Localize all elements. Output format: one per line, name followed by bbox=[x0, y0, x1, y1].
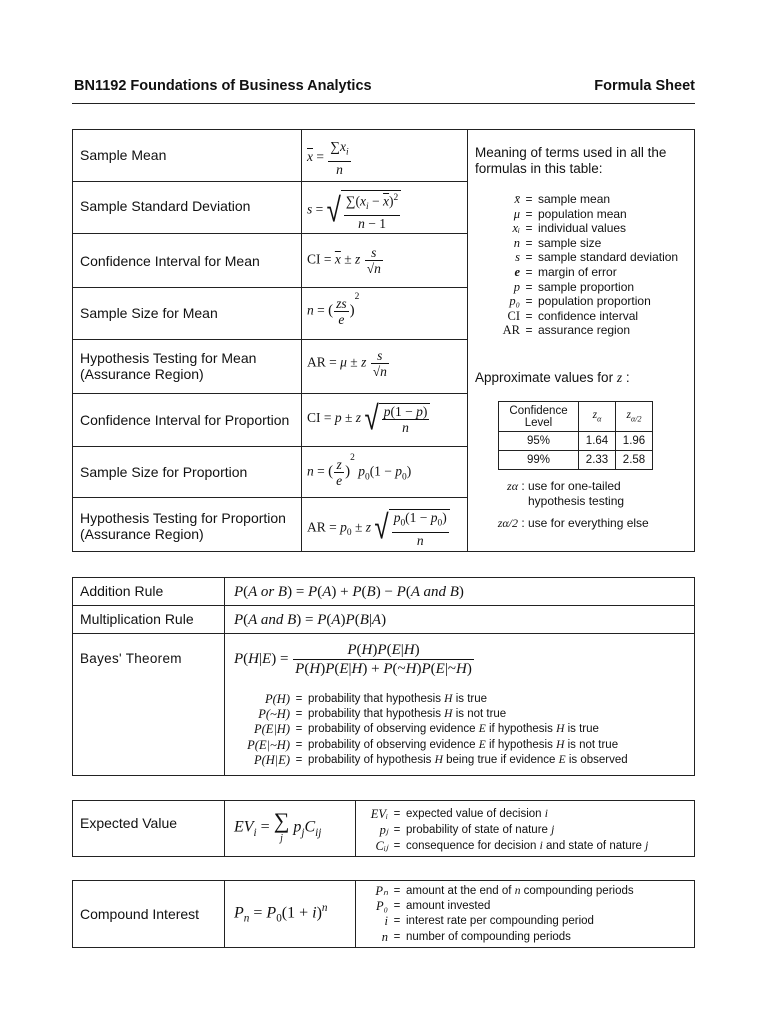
term-symbol: P(E|H) bbox=[253, 722, 290, 737]
term-meaning: sample mean bbox=[538, 192, 611, 206]
row-line bbox=[72, 497, 468, 498]
table-row bbox=[499, 402, 653, 432]
ci-mean-label: Confidence Interval for Mean bbox=[80, 253, 260, 269]
term-meaning: sample standard deviation bbox=[538, 250, 679, 265]
term-symbol: xᵢ bbox=[512, 221, 520, 236]
term-symbol: x̄ bbox=[514, 192, 520, 206]
ht-proportion-formula: AR = $p_0 \pm z$ √ $\frac{p_0(1 - p_0)}{n}$ bbox=[307, 509, 450, 548]
term-row: n = number of compounding periods bbox=[358, 930, 634, 945]
term-row: P(E|H) = probability of observing evidence E if hypothesis H is true bbox=[228, 722, 628, 737]
ht-proportion-label-line2: (Assurance Region) bbox=[80, 526, 204, 542]
table-cell: 99% bbox=[499, 451, 579, 470]
row-line bbox=[72, 393, 468, 394]
term-row: pⱼ = probability of state of nature j bbox=[358, 822, 648, 838]
term-meaning: number of compounding periods bbox=[406, 930, 571, 943]
row-line bbox=[72, 633, 695, 634]
term-meaning: interest rate per compounding period bbox=[406, 915, 594, 928]
ci-terms-legend bbox=[358, 884, 634, 945]
term-symbol: P(E|~H) bbox=[247, 737, 290, 752]
term-row: EVᵢ = expected value of decision i bbox=[358, 806, 648, 822]
page-title: BN1192 Foundations of Business Analytics bbox=[74, 78, 372, 94]
table-header-cell: $z_\alpha$ bbox=[579, 402, 616, 432]
term-symbol: pⱼ bbox=[379, 823, 388, 837]
ev-terms-legend bbox=[358, 806, 648, 854]
table-cell: 2.33 bbox=[579, 451, 616, 470]
term-symbol: n bbox=[513, 235, 520, 250]
term-meaning: assurance region bbox=[538, 323, 631, 338]
sample-size-proportion-label: Sample Size for Proportion bbox=[80, 464, 248, 480]
expected-value-formula: $EV_i$ = ∑ j $p_jC_{ij}$ bbox=[234, 808, 322, 844]
bayes-terms-legend bbox=[228, 692, 628, 768]
term-row: AR = assurance region bbox=[472, 323, 678, 338]
row-line bbox=[72, 446, 468, 447]
confidence-table bbox=[498, 401, 653, 470]
sample-size-mean-label: Sample Size for Mean bbox=[80, 305, 218, 321]
term-row: p₀ = population proportion bbox=[472, 294, 678, 309]
ci-proportion-formula: CI = p ± z √ $\frac{p(1 - p)}{n}$ bbox=[307, 403, 430, 435]
row-line bbox=[72, 181, 468, 182]
term-symbol: e bbox=[514, 264, 520, 279]
table-row bbox=[499, 451, 653, 470]
ci-mean-formula: CI = $\overline{x} \pm z$ $\frac{s}{√n}$ bbox=[307, 245, 381, 276]
ht-mean-formula: AR = μ ± z $\frac{s}{√n}$ bbox=[307, 348, 387, 379]
term-row: i = interest rate per compounding period bbox=[358, 914, 634, 929]
meaning-title-line2: formulas in this table: bbox=[475, 161, 603, 176]
sample-sd-label: Sample Standard Deviation bbox=[80, 198, 251, 214]
term-symbol: CI bbox=[507, 308, 520, 323]
bayes-formula: P(H|E) = $\frac{P(H)P(E|H)}{P(H)P(E|H) + P(\sim H)P(E|\sim H)}$ bbox=[234, 642, 472, 677]
term-row: P(H) = probability that hypothesis H is true bbox=[228, 692, 628, 707]
sample-size-proportion-formula: n = ( $\frac{z}{e}$ )$^2$ $p_0(1 - p_0)$ bbox=[307, 453, 412, 488]
term-row: CI = confidence interval bbox=[472, 309, 678, 324]
sheet-title: Formula Sheet bbox=[594, 78, 695, 94]
table1-divider bbox=[301, 129, 302, 552]
term-symbol: p₀ bbox=[509, 294, 520, 309]
term-meaning: sample proportion bbox=[538, 279, 635, 294]
term-row: μ = population mean bbox=[472, 207, 678, 222]
sample-sd-formula: s = √ $\frac{\sum(x_i - \overline{x})^2}{n - 1}$ bbox=[307, 190, 401, 231]
table4-divider bbox=[224, 880, 225, 948]
note-text: use for one-tailed bbox=[528, 479, 621, 493]
term-meaning: population mean bbox=[538, 206, 627, 221]
table-header-cell: $z_{\alpha/2}$ bbox=[616, 402, 653, 432]
term-symbol: P₀ bbox=[376, 899, 388, 914]
term-row: xᵢ = individual values bbox=[472, 221, 678, 236]
approx-colon: : bbox=[625, 370, 630, 385]
sample-mean-label: Sample Mean bbox=[80, 147, 167, 163]
term-symbol: P(~H) bbox=[258, 707, 290, 722]
table3-divider bbox=[224, 800, 225, 857]
term-row: n = sample size bbox=[472, 236, 678, 251]
term-symbol: μ bbox=[513, 206, 520, 221]
term-meaning: probability of observing evidence E if hypothesis H is true bbox=[308, 723, 599, 736]
term-meaning: probability that hypothesis H is true bbox=[308, 693, 488, 705]
compound-interest-label: Compound Interest bbox=[80, 906, 200, 922]
term-meaning: population proportion bbox=[538, 294, 651, 309]
table-cell: 95% bbox=[499, 432, 579, 451]
term-meaning: confidence interval bbox=[538, 308, 639, 323]
term-symbol: P(H|E) bbox=[253, 752, 290, 767]
table-cell: 2.58 bbox=[616, 451, 653, 470]
term-meaning: probability that hypothesis H is not true bbox=[308, 708, 507, 721]
row-line bbox=[72, 605, 695, 606]
ht-mean-label bbox=[80, 350, 256, 382]
term-meaning: consequence for decision i and state of nature j bbox=[406, 840, 649, 852]
sample-size-mean-formula: n = ( $\frac{zs}{e}$ )$^2$ bbox=[307, 292, 360, 327]
approx-title bbox=[475, 370, 630, 386]
expected-value-label: Expected Value bbox=[80, 815, 178, 831]
table-row bbox=[499, 432, 653, 451]
table-cell: 1.64 bbox=[579, 432, 616, 451]
compound-interest-formula: $P_n = P_0(1 + i)^n$ bbox=[234, 902, 328, 925]
ht-mean-label-line1: Hypothesis Testing for Mean bbox=[80, 350, 257, 366]
sample-mean-formula: $\overline{x}$ = $\frac{\sum x_i}{n}$ bbox=[307, 139, 349, 177]
term-symbol: Cᵢⱼ bbox=[375, 839, 388, 853]
bayes-label: Bayes' Theorem bbox=[80, 651, 182, 666]
row-line bbox=[72, 287, 468, 288]
term-symbol: i bbox=[384, 914, 388, 929]
row-line bbox=[72, 339, 468, 340]
addition-rule-label: Addition Rule bbox=[80, 583, 164, 599]
term-row: P(E|~H) = probability of observing evidence E if hypothesis H is not true bbox=[228, 738, 628, 753]
row-line bbox=[72, 233, 468, 234]
table2-divider bbox=[224, 577, 225, 776]
header-rule bbox=[72, 103, 695, 104]
table-cell: 1.96 bbox=[616, 432, 653, 451]
table3-divider bbox=[355, 800, 356, 857]
term-meaning: individual values bbox=[538, 221, 627, 236]
term-meaning: sample size bbox=[538, 235, 602, 250]
approx-title-text: Approximate values for bbox=[475, 370, 614, 385]
term-meaning: probability of observing evidence E if hypothesis H is not true bbox=[308, 738, 619, 751]
meaning-title-line1: Meaning of terms used in all the bbox=[475, 145, 667, 160]
ht-proportion-label bbox=[80, 510, 286, 542]
term-row: P(H|E) = probability of hypothesis H being true if evidence E is observed bbox=[228, 753, 628, 768]
term-symbol: AR bbox=[502, 323, 520, 338]
term-row: x̄ = sample mean bbox=[472, 192, 678, 207]
term-symbol: Pₙ bbox=[375, 884, 388, 898]
term-meaning: expected value of decision i bbox=[406, 808, 548, 820]
term-meaning: probability of hypothesis H being true if evidence E is observed bbox=[308, 753, 628, 766]
note-text: hypothesis testing bbox=[528, 493, 625, 508]
term-row: P(~H) = probability that hypothesis H is not true bbox=[228, 707, 628, 722]
term-row: Cᵢⱼ = consequence for decision i and state of nature j bbox=[358, 838, 648, 854]
term-meaning: margin of error bbox=[538, 264, 617, 279]
term-meaning: probability of state of nature j bbox=[406, 824, 555, 836]
term-row: p = sample proportion bbox=[472, 280, 678, 295]
term-row: Pₙ = amount at the end of n compounding periods bbox=[358, 884, 634, 899]
meaning-title bbox=[475, 145, 666, 177]
table1-divider bbox=[467, 129, 468, 552]
term-row: P₀ = amount invested bbox=[358, 899, 634, 914]
ci-proportion-label: Confidence Interval for Proportion bbox=[80, 412, 290, 428]
multiplication-rule-formula: P(A and B) = P(A)P(B|A) bbox=[234, 612, 387, 628]
term-meaning: amount invested bbox=[406, 900, 491, 913]
table-header-cell: Confidence Level bbox=[499, 402, 579, 432]
table4-divider bbox=[355, 880, 356, 948]
term-symbol: n bbox=[381, 929, 388, 944]
term-meaning: amount at the end of n compounding periods bbox=[406, 885, 634, 897]
ht-proportion-label-line1: Hypothesis Testing for Proportion bbox=[80, 510, 286, 526]
term-symbol: EVᵢ bbox=[370, 807, 388, 821]
note-symbol: zα/2 bbox=[497, 516, 518, 530]
z-alpha-note: zα : use for one-tailed hypothesis testing zα/2 : use for everything else bbox=[490, 479, 649, 531]
term-symbol: P(H) bbox=[265, 692, 290, 706]
ht-mean-label-line2: (Assurance Region) bbox=[80, 366, 204, 382]
term-symbol: p bbox=[513, 279, 520, 294]
note-symbol: zα bbox=[507, 479, 518, 493]
note-text: use for everything else bbox=[528, 516, 649, 530]
approx-symbol: z bbox=[616, 370, 623, 385]
multiplication-rule-label: Multiplication Rule bbox=[80, 611, 194, 627]
term-row: s = sample standard deviation bbox=[472, 250, 678, 265]
terms-legend bbox=[472, 192, 678, 338]
term-symbol: s bbox=[515, 250, 520, 265]
addition-rule-formula: P(A or B) = P(A) + P(B) − P(A and B) bbox=[234, 584, 464, 600]
term-row: e = margin of error bbox=[472, 265, 678, 280]
